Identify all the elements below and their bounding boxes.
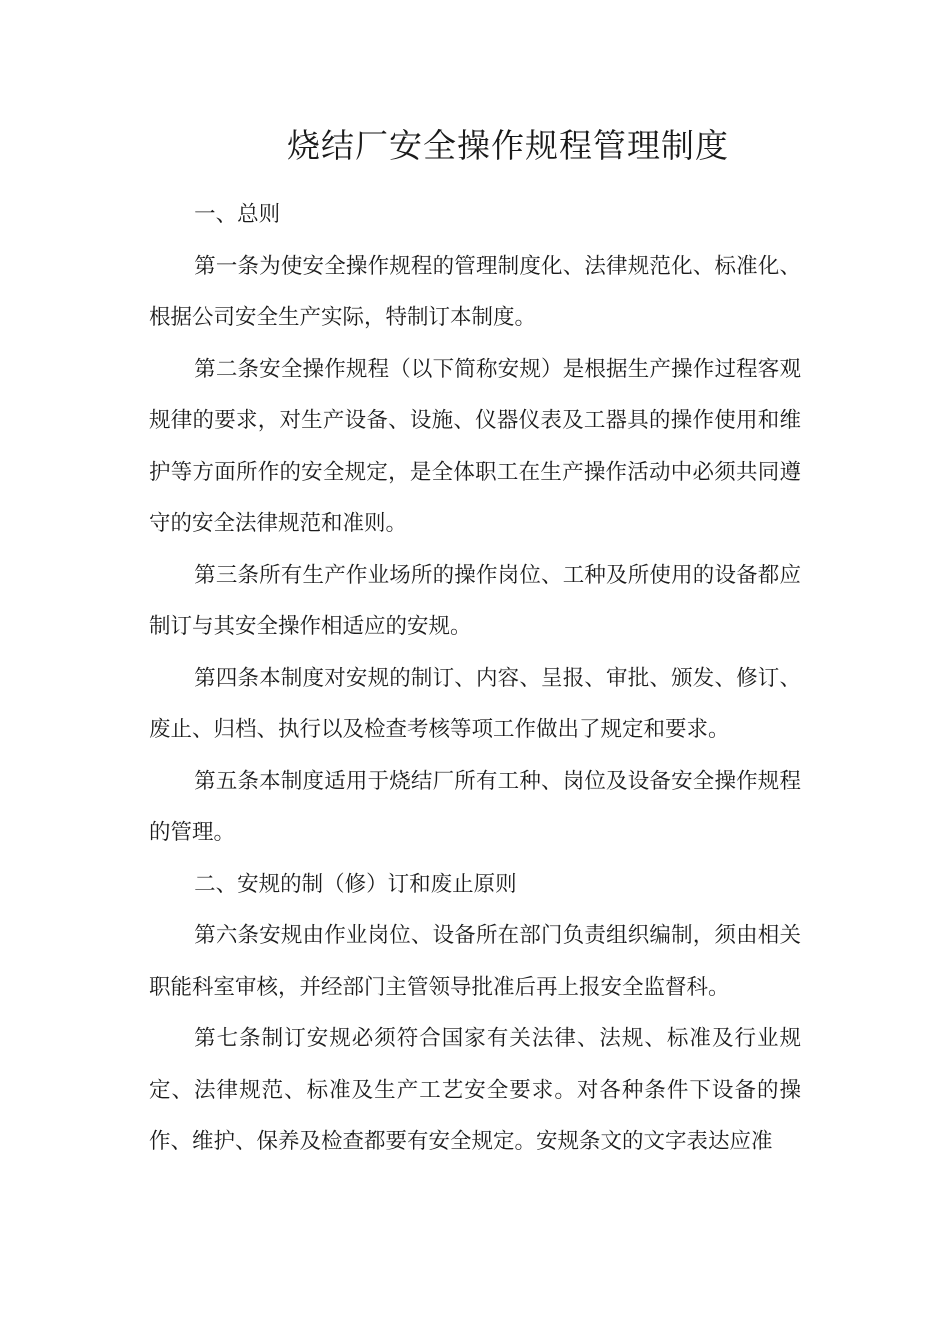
article-6: 第六条安规由作业岗位、设备所在部门负责组织编制，须由相关职能科室审核，并经部门主管领导批准后再上报安全监督科。	[149, 923, 801, 1000]
article-1: 第一条为使安全操作规程的管理制度化、法律规范化、标准化、根据公司安全生产实际，特制订本制度。	[149, 253, 801, 330]
article-7: 第七条制订安规必须符合国家有关法律、法规、标准及行业规定、法律规范、标准及生产工艺安全要求。对各种条件下设备的操作、维护、保养及检查都要有安全规定。安规条文的文字表达应准	[149, 1026, 801, 1154]
article-5: 第五条本制度适用于烧结厂所有工种、岗位及设备安全操作规程的管理。	[149, 768, 801, 845]
document-title: 烧结厂安全操作规程管理制度	[287, 126, 729, 165]
document-body	[149, 189, 801, 1168]
article-2: 第二条安全操作规程（以下简称安规）是根据生产操作过程客观规律的要求，对生产设备、设施、仪器仪表及工器具的操作使用和维护等方面所作的安全规定，是全体职工在生产操作活动中必须共同遵守的安全法律规范和准则。	[149, 356, 801, 536]
article-3: 第三条所有生产作业场所的操作岗位、工种及所使用的设备都应制订与其安全操作相适应的安规。	[149, 562, 801, 639]
article-4: 第四条本制度对安规的制订、内容、呈报、审批、颁发、修订、废止、归档、执行以及检查考核等项工作做出了规定和要求。	[149, 665, 801, 742]
section-heading-general: 一、总则	[194, 202, 281, 227]
section-heading-principles: 二、安规的制（修）订和废止原则	[194, 871, 517, 897]
